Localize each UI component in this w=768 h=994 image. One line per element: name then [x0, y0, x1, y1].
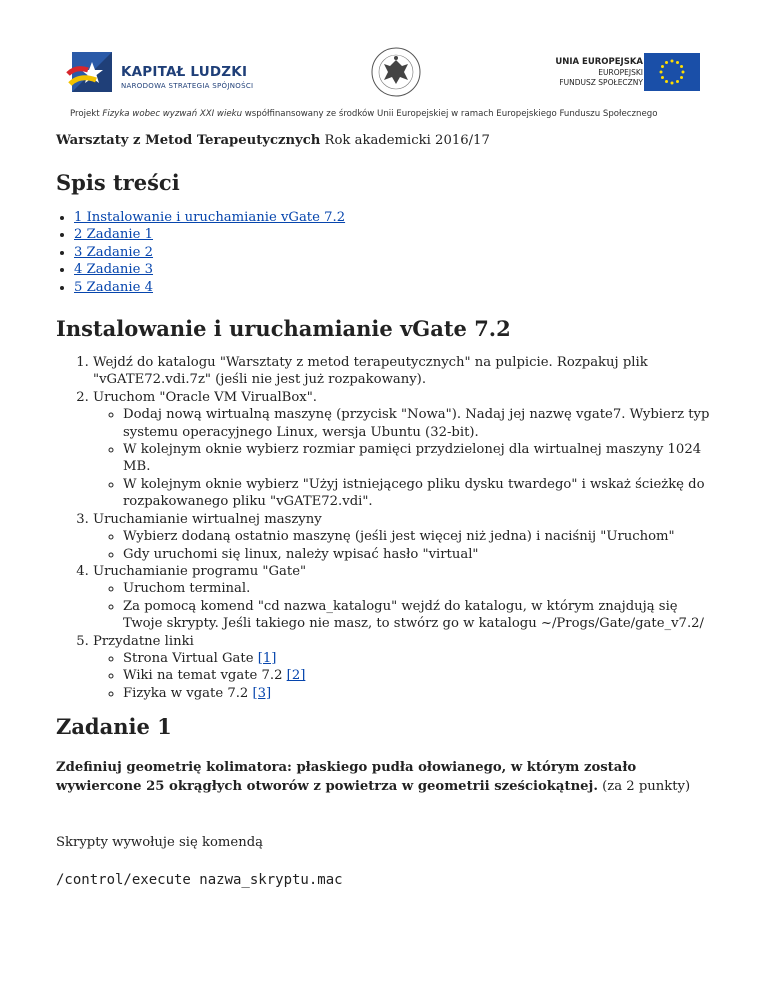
- substep: ◦ W kolejnym oknie wybierz rozmiar pamięci przydzielonej dla wirtualnej maszyny 1024 MB.: [123, 441, 716, 476]
- university-seal-icon: [370, 46, 422, 98]
- link-text: Fizyka w vgate 7.2: [123, 685, 253, 701]
- step-4-label: Uruchamianie programu "Gate": [93, 563, 307, 579]
- eu-star-icon: [676, 80, 679, 83]
- step-4: [93, 563, 716, 633]
- substep: ◦ Gdy uruchomi się linux, należy wpisać hasło "virtual": [123, 546, 716, 563]
- scripts-paragraph: Skrypty wywołuje się komendą: [56, 835, 264, 851]
- step-4-substeps: [93, 580, 716, 632]
- step-1: 1. Wejdź do katalogu "Warsztaty z metod terapeutycznych" na pulpicie. Rozpakuj plik "vGATE72.vdi.7z" (jeśli nie jest już rozpakowany).: [93, 354, 716, 389]
- link-item: [123, 667, 716, 684]
- substep: ◦ Uruchom terminal.: [123, 580, 716, 597]
- zadanie-1-heading: Zadanie 1: [56, 714, 172, 740]
- substep: ◦ W kolejnym oknie wybierz "Użyj istniejącego pliku dysku twardego" i wskaż ścieżkę do rozpakowanego pliku "vGATE72.vdi".: [123, 476, 716, 511]
- zadanie-1-task: [56, 759, 716, 796]
- course-name: Warsztaty z Metod Terapeutycznych: [56, 133, 321, 148]
- toc-link-zadanie-2[interactable]: 3 Zadanie 2: [74, 244, 154, 260]
- substep: ◦ Dodaj nową wirtualną maszynę (przycisk "Nowa"). Nadaj jej nazwę vgate7. Wybierz typ systemu operacyjnego Linux, wersja Ubuntu (32-bit).: [123, 406, 716, 441]
- toc-item: [74, 226, 716, 243]
- step-2-substeps: [93, 406, 716, 510]
- toc-link-zadanie-1[interactable]: 2 Zadanie 1: [74, 227, 154, 243]
- execute-command: /control/execute nazwa_skryptu.mac: [56, 872, 343, 889]
- eu-star-icon: [665, 61, 668, 64]
- toc-link-zadanie-4[interactable]: 5 Zadanie 4: [74, 279, 154, 295]
- eu-star-icon: [680, 65, 683, 68]
- eu-star-icon: [676, 61, 679, 64]
- install-steps: [56, 354, 716, 702]
- eu-star-icon: [680, 76, 683, 79]
- substep: ◦ Za pomocą komend "cd nazwa_katalogu" wejdź do katalogu, w którym znajdują się Twoje skrypty. Jeśli takiego nie masz, to stwórz go w katalogu ~/Progs/Gate/gate_v7.2/: [123, 598, 716, 633]
- step-5-label: Przydatne linki: [93, 633, 194, 649]
- toc-item: [74, 279, 716, 296]
- useful-links: [93, 650, 716, 702]
- eu-line-3: FUNDUSZ SPOŁECZNY: [559, 78, 643, 87]
- eu-star-icon: [671, 60, 674, 63]
- link-text: Wiki na temat vgate 7.2: [123, 668, 287, 684]
- table-of-contents: [56, 209, 716, 296]
- link-item: [123, 685, 716, 702]
- project-prefix: Projekt: [70, 109, 103, 119]
- step-3-label: Uruchamianie wirtualnej maszyny: [93, 511, 322, 527]
- kapital-ludzki-subtitle: NARODOWA STRATEGIA SPÓJNOŚCI: [121, 82, 254, 90]
- eu-star-icon: [682, 71, 685, 74]
- ref-link-2[interactable]: [2]: [286, 668, 306, 684]
- project-title: Fizyka wobec wyzwań XXI wieku: [102, 109, 243, 119]
- toc-item: [74, 244, 716, 261]
- toc-item: [74, 261, 716, 278]
- eu-line-1: UNIA EUROPEJSKA: [555, 57, 643, 67]
- project-line: [70, 109, 657, 119]
- academic-year: Rok akademicki 2016/17: [320, 133, 490, 148]
- eu-flag-icon: [644, 53, 700, 91]
- ref-link-1[interactable]: [1]: [257, 650, 277, 666]
- toc-link-zadanie-3[interactable]: 4 Zadanie 3: [74, 262, 154, 278]
- task-points: (za 2 punkty): [597, 778, 691, 794]
- link-item: [123, 650, 716, 667]
- step-2-label: Uruchom "Oracle VM VirualBox".: [93, 389, 318, 405]
- link-text: Strona Virtual Gate: [123, 650, 258, 666]
- step-3-substeps: [93, 528, 716, 563]
- eu-star-icon: [671, 82, 674, 85]
- step-2: [93, 389, 716, 511]
- course-header: [56, 133, 716, 148]
- eu-star-icon: [665, 80, 668, 83]
- kapital-ludzki-title: KAPITAŁ LUDZKI: [121, 64, 248, 80]
- step-5: [93, 633, 716, 703]
- step-3: [93, 511, 716, 563]
- ref-link-3[interactable]: [3]: [252, 685, 272, 701]
- eu-text-block: [555, 57, 643, 89]
- project-suffix: współfinansowany ze środków Unii Europejskiej w ramach Europejskiego Funduszu Społecznego: [242, 109, 658, 119]
- task-description: Zdefiniuj geometrię kolimatora: płaskiego pudła ołowianego, w którym zostało wywiercone 25 okrągłych otworów z powietrza w geometrii sześciokątnej.: [56, 760, 637, 794]
- install-heading: Instalowanie i uruchamianie vGate 7.2: [56, 316, 511, 342]
- funding-banner: [0, 0, 768, 125]
- page-content: [56, 133, 716, 888]
- eu-line-2: EUROPEJSKI: [598, 67, 643, 77]
- toc-item: [74, 209, 716, 226]
- toc-link-install[interactable]: 1 Instalowanie i uruchamianie vGate 7.2: [74, 210, 346, 225]
- eu-star-icon: [661, 65, 664, 68]
- toc-heading: Spis treści: [56, 170, 180, 195]
- substep: ◦ Wybierz dodaną ostatnio maszynę (jeśli jest więcej niż jedna) i naciśnij "Uruchom": [123, 528, 716, 545]
- kapital-ludzki-logo: [66, 44, 118, 96]
- eu-star-icon: [660, 71, 663, 74]
- eu-star-icon: [661, 76, 664, 79]
